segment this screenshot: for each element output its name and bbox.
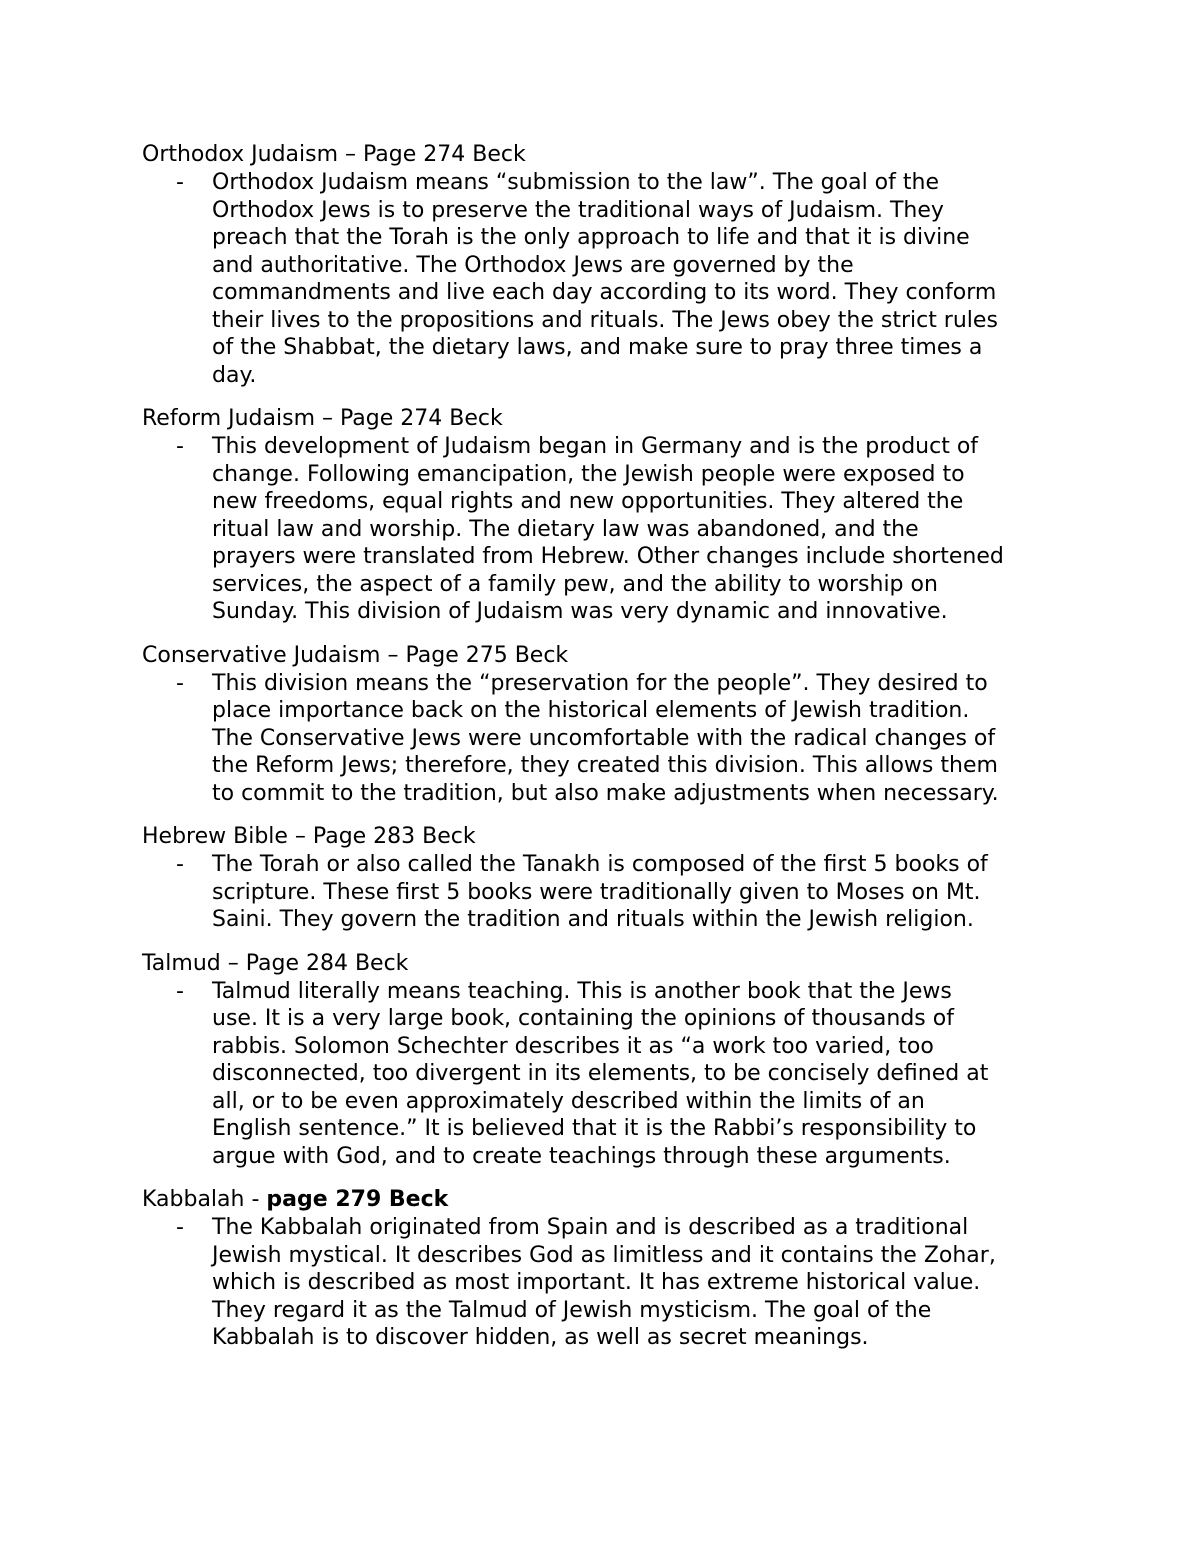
- text-line: They regard it as the Talmud of Jewish mysticism. The goal of the: [212, 1297, 932, 1323]
- bullet-item: [142, 670, 1082, 808]
- bullet-item: [142, 433, 1082, 626]
- text-line: of the Shabbat, the dietary laws, and make sure to pray three times a: [212, 335, 983, 360]
- text-line: disconnected, too divergent in its elements, to be concisely defined at: [212, 1061, 989, 1086]
- text-line: use. It is a very large book, containing the opinions of thousands of: [212, 1006, 954, 1031]
- dash-bullet: -: [176, 978, 184, 1004]
- section-heading: [142, 1186, 1082, 1214]
- dash-bullet: -: [176, 670, 184, 696]
- section-reform-judaism: [142, 405, 1082, 626]
- text-line: Orthodox Jews is to preserve the traditional ways of Judaism. They: [212, 197, 944, 223]
- section-hebrew-bible: [142, 823, 1082, 934]
- text-line: Sunday. This division of Judaism was very dynamic and innovative.: [212, 599, 948, 624]
- text-line: scripture. These first 5 books were traditionally given to Moses on Mt.: [212, 879, 981, 905]
- heading-text: Kabbalah -: [142, 1187, 267, 1212]
- bullet-item: [142, 1214, 1082, 1352]
- text-line: Kabbalah is to discover hidden, as well as secret meanings.: [212, 1325, 869, 1350]
- text-line: which is described as most important. It has extreme historical value.: [212, 1270, 981, 1295]
- text-line: the Reform Jews; therefore, they created this division. This allows them: [212, 753, 998, 778]
- text-line: Talmud literally means teaching. This is another book that the Jews: [212, 978, 952, 1004]
- section-heading: Hebrew Bible – Page 283 Beck: [142, 824, 476, 849]
- section-heading: Orthodox Judaism – Page 274 Beck: [142, 142, 526, 167]
- text-line: ritual law and worship. The dietary law was abandoned, and the: [212, 516, 919, 542]
- text-line: their lives to the propositions and rituals. The Jews obey the strict rules: [212, 307, 998, 333]
- section-orthodox-judaism: [142, 141, 1082, 389]
- text-line: This division means the “preservation for the people”. They desired to: [212, 670, 988, 696]
- text-line: new freedoms, equal rights and new opportunities. They altered the: [212, 489, 964, 514]
- heading-bold-text: page 279 Beck: [266, 1187, 449, 1212]
- bullet-item: [142, 169, 1082, 389]
- text-line: This development of Judaism began in Germany and is the product of: [212, 434, 979, 459]
- text-line: day.: [212, 362, 257, 388]
- text-line: place importance back on the historical elements of Jewish tradition.: [212, 698, 970, 723]
- bullet-text: [212, 670, 999, 808]
- bullet-text: [212, 978, 988, 1171]
- text-line: services, the aspect of a family pew, and the ability to worship on: [212, 571, 938, 597]
- section-heading: Conservative Judaism – Page 275 Beck: [142, 642, 569, 668]
- bullet-text: [212, 433, 1004, 626]
- text-line: all, or to be even approximately described within the limits of an: [212, 1088, 925, 1114]
- section-conservative-judaism: [142, 642, 1082, 808]
- text-line: commandments and live each day according to its word. They conform: [212, 280, 997, 305]
- text-line: argue with God, and to create teachings through these arguments.: [212, 1143, 951, 1169]
- dash-bullet: -: [176, 170, 184, 195]
- bullet-item: [142, 978, 1082, 1171]
- text-line: Orthodox Judaism means “submission to the law”. The goal of the: [212, 170, 939, 195]
- document-page: [142, 141, 1082, 1368]
- text-line: Saini. They govern the tradition and rituals within the Jewish religion.: [212, 907, 974, 932]
- section-heading: Reform Judaism – Page 274 Beck: [142, 406, 503, 431]
- dash-bullet: -: [176, 1215, 184, 1240]
- text-line: rabbis. Solomon Schechter describes it as “a work too varied, too: [212, 1033, 934, 1059]
- bullet-text: [212, 1214, 996, 1352]
- bullet-item: [142, 851, 1082, 934]
- bullet-text: [212, 169, 998, 389]
- text-line: to commit to the tradition, but also make adjustments when necessary.: [212, 780, 999, 806]
- text-line: preach that the Torah is the only approach to life and that it is divine: [212, 225, 970, 250]
- section-kabbalah: [142, 1186, 1082, 1352]
- section-heading: Talmud – Page 284 Beck: [142, 950, 409, 976]
- text-line: English sentence.” It is believed that it is the Rabbi’s responsibility to: [212, 1116, 977, 1141]
- dash-bullet: -: [176, 434, 184, 459]
- text-line: prayers were translated from Hebrew. Other changes include shortened: [212, 544, 1004, 569]
- dash-bullet: -: [176, 852, 184, 877]
- text-line: Jewish mystical. It describes God as limitless and it contains the Zohar,: [212, 1242, 996, 1268]
- text-line: The Torah or also called the Tanakh is composed of the first 5 books of: [212, 852, 988, 877]
- text-line: The Conservative Jews were uncomfortable with the radical changes of: [212, 725, 996, 751]
- bullet-text: [212, 851, 988, 934]
- text-line: change. Following emancipation, the Jewish people were exposed to: [212, 461, 965, 487]
- text-line: The Kabbalah originated from Spain and is described as a traditional: [212, 1215, 969, 1240]
- text-line: and authoritative. The Orthodox Jews are governed by the: [212, 252, 854, 278]
- section-talmud: [142, 950, 1082, 1171]
